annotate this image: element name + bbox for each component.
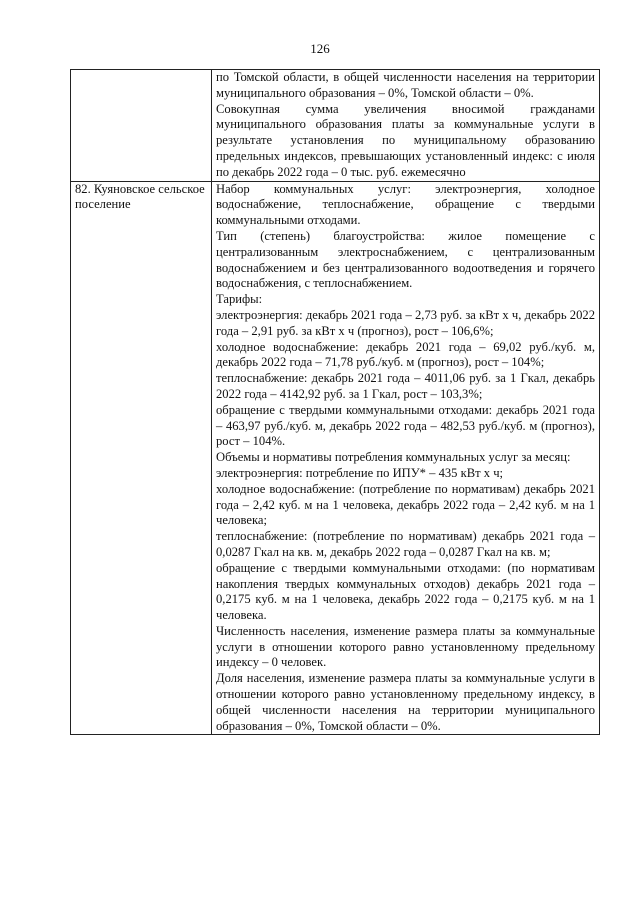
paragraph: Набор коммунальных услуг: электроэнергия, холодное водоснабжение, теплоснабжение, обращение с твердыми коммунальными отходами.: [216, 181, 595, 228]
paragraph: холодное водоснабжение: декабрь 2021 года – 69,02 руб./куб. м, декабрь 2022 года – 71,78 руб./куб. м (прогноз), рост – 104%;: [216, 339, 595, 370]
paragraph: Доля населения, изменение размера платы за коммунальные услуги в отношении которого равно установленному предельному индексу, в общей численности населения на территории муниципального образования – 0%, Томской области – 0%.: [216, 671, 595, 733]
paragraph: Совокупная сумма увеличения вносимой гражданами муниципального образования платы за коммунальные услуги в результате установления по муниципальному образованию предельных индексов, превышающих установленный индекс: с июля по декабрь 2022 года – 0 тыс. руб. ежемесячно: [216, 101, 595, 179]
details-cell: [212, 181, 600, 735]
settlement-cell: 82. Куяновское сельское поселение: [71, 181, 212, 735]
paragraph: холодное водоснабжение: (потребление по нормативам) декабрь 2021 года – 2,42 куб. м на 1 человека, декабрь 2022 года – 2,42 куб. м на 1 человека;: [216, 481, 595, 528]
paragraph: электроэнергия: потребление по ИПУ* – 435 кВт х ч;: [216, 465, 504, 480]
table-row: [71, 70, 600, 182]
paragraph: Численность населения, изменение размера платы за коммунальные услуги в отношении которого равно установленному предельному индексу – 0 человек.: [216, 623, 595, 670]
paragraph: Тарифы:: [216, 292, 263, 307]
details-cell: [212, 70, 600, 182]
paragraph: Тип (степень) благоустройства: жилое помещение с централизованным электроснабжением, с централизованным водоснабжением и без централизованного водоотведения и горячего водоснабжения, с теплоснабжением.: [216, 228, 595, 291]
settlement-cell: [71, 70, 212, 182]
table-row: [71, 181, 600, 735]
paragraph: теплоснабжение: (потребление по нормативам) декабрь 2021 года – 0,0287 Гкал на кв. м, декабрь 2022 года – 0,0287 Гкал на кв. м;: [216, 529, 595, 559]
page-number: 126: [310, 41, 330, 56]
paragraph: обращение с твердыми коммунальными отходами: (по нормативам накопления твердых коммунальных отходов) декабрь 2021 года – 0,2175 куб. м на 1 человека, декабрь 2022 года – 0,2175 куб. м на 1 человека.: [216, 560, 595, 623]
paragraph: обращение с твердыми коммунальными отходами: декабрь 2021 года – 463,97 руб./куб. м, декабрь 2022 года – 482,53 руб./куб. м (прогноз), рост – 104%.: [216, 402, 595, 449]
paragraph: Объемы и нормативы потребления коммунальных услуг за месяц:: [216, 450, 571, 465]
tariff-table: [70, 69, 600, 735]
paragraph: электроэнергия: декабрь 2021 года – 2,73 руб. за кВт х ч, декабрь 2022 года – 2,91 руб. за кВт х ч (прогноз), рост – 106,6%;: [216, 307, 595, 338]
paragraph: теплоснабжение: декабрь 2021 года – 4011,06 руб. за 1 Гкал, декабрь 2022 года – 4142,92 руб. за 1 Гкал, рост – 103,3%;: [216, 371, 595, 401]
paragraph: по Томской области, в общей численности населения на территории муниципального образования – 0%, Томской области – 0%.: [216, 70, 595, 100]
